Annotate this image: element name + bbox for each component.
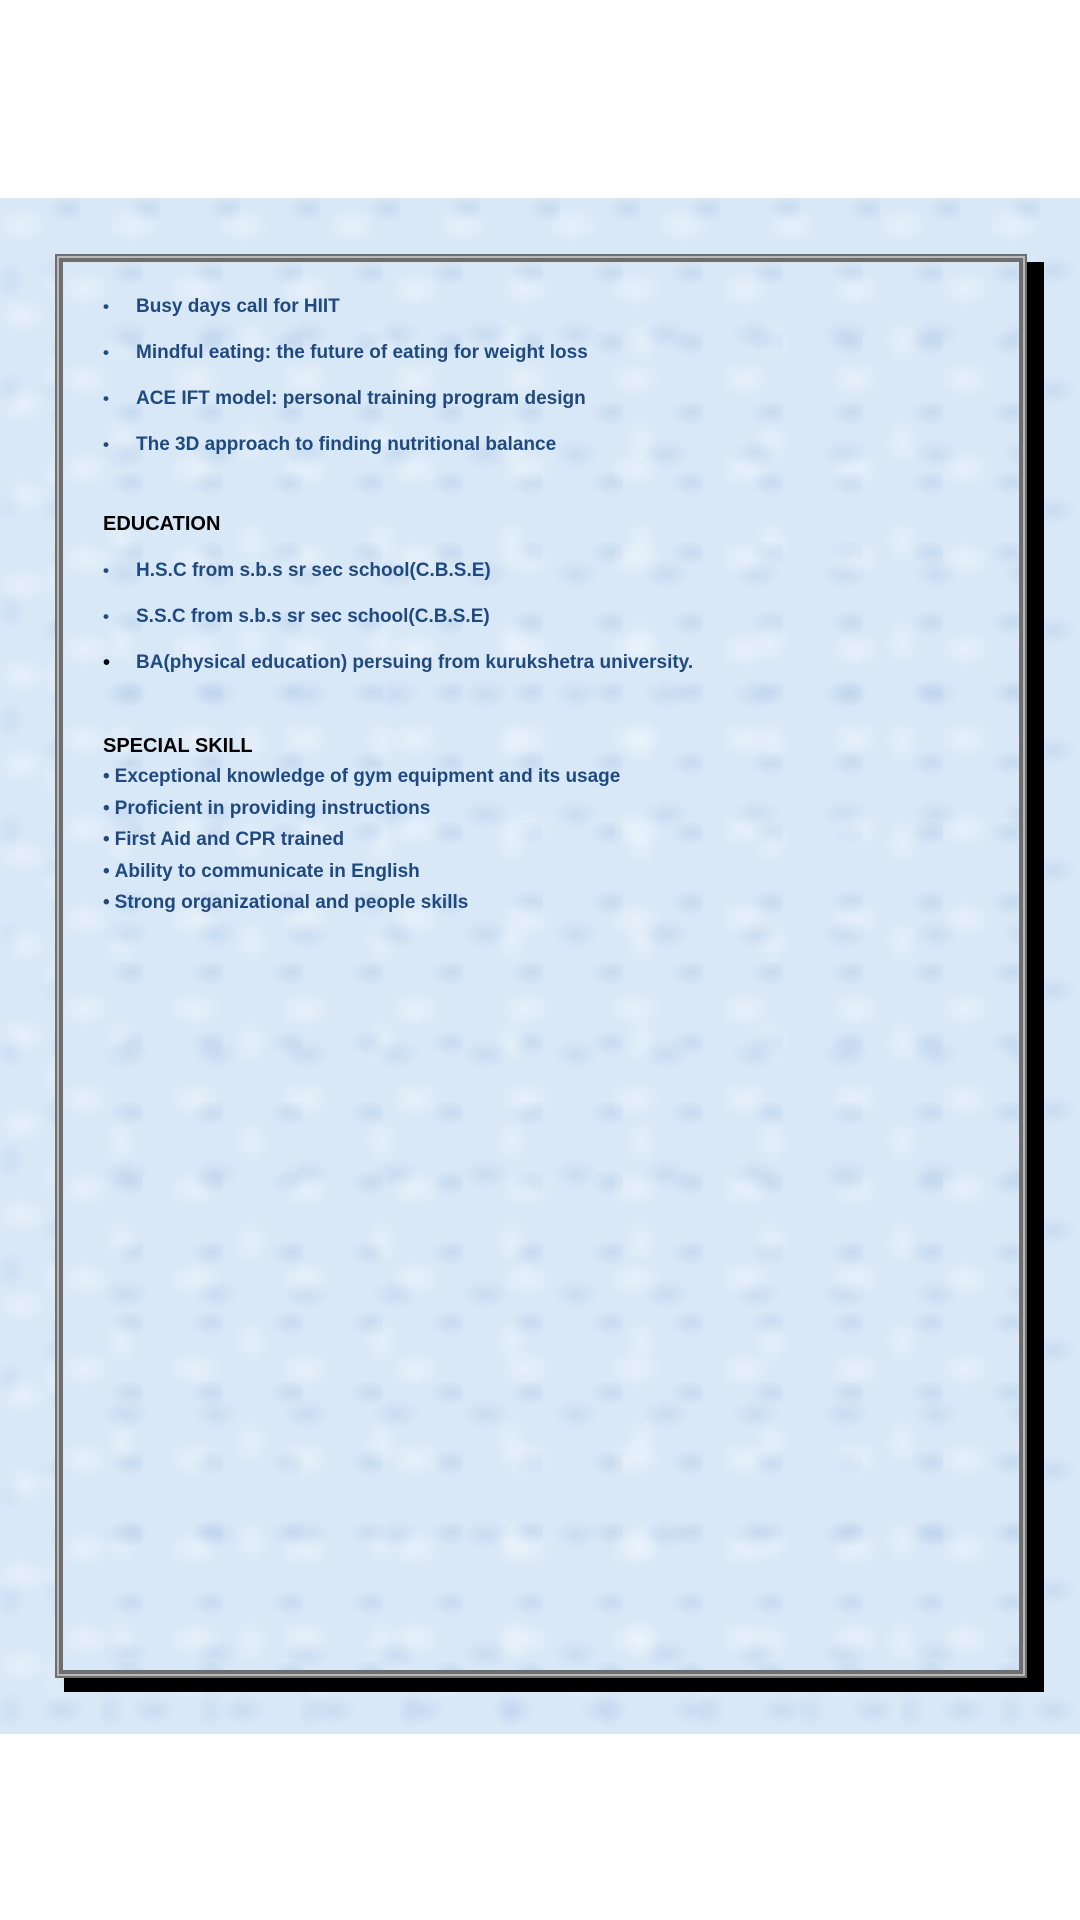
bullet-icon: • — [103, 797, 110, 819]
bullet-icon: • — [103, 892, 110, 913]
bullet-icon: • — [103, 343, 109, 362]
list-item: • Proficient in providing instructions — [103, 797, 431, 819]
bullet-icon: • — [103, 607, 109, 626]
list-item: • H.S.C from s.b.s sr sec school(C.B.S.E) — [103, 560, 491, 581]
list-item: • Exceptional knowledge of gym equipment and its usage — [103, 766, 621, 787]
document-content — [103, 296, 983, 924]
list-item: • Busy days call for HIIT — [103, 296, 340, 317]
list-item: • ACE IFT model: personal training program design — [103, 388, 586, 409]
education-heading: EDUCATION — [103, 513, 221, 535]
bullet-icon: • — [103, 561, 109, 580]
list-item: • S.S.C from s.b.s sr sec school(C.B.S.E) — [103, 606, 490, 627]
list-item: • BA(physical education) persuing from kurukshetra university. — [103, 652, 694, 674]
list-item: • Ability to communicate in English — [103, 860, 420, 882]
bullet-icon: • — [103, 860, 110, 882]
bullet-icon: • — [103, 389, 109, 408]
list-item: • First Aid and CPR trained — [103, 829, 345, 850]
list-item: • The 3D approach to finding nutritional balance — [103, 434, 557, 455]
special-skill-list — [103, 766, 983, 914]
bullet-icon: • — [103, 766, 110, 787]
bullet-icon: • — [103, 435, 109, 454]
list-item: • Mindful eating: the future of eating for weight loss — [103, 342, 588, 363]
intro-list — [103, 296, 983, 456]
bullet-icon: • — [103, 297, 109, 316]
bullet-icon: • — [103, 829, 110, 850]
education-list — [103, 560, 983, 674]
special-skill-heading: SPECIAL SKILL — [103, 735, 253, 757]
list-item: • Strong organizational and people skills — [103, 892, 469, 913]
bullet-icon: • — [103, 652, 111, 674]
